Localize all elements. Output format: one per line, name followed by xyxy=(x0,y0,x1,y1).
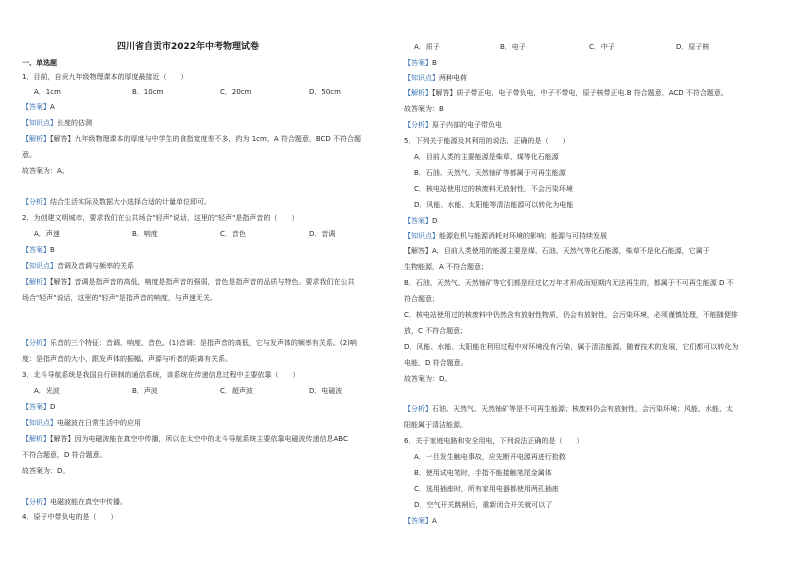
left-column xyxy=(22,0,378,562)
explain-text: 【解答】音调是指声音的高低，响度是指声音的强弱，音色是指声音的品质与特色。要求我们在公共 xyxy=(50,278,355,286)
question-5-explain-line-5: C．核电站使用过的核废料中仍然含有放射性物质，仍会有放射性，会污染环境，必须谨慎处理，不能随便排 xyxy=(404,311,738,319)
analysis-tag: 【分析】 xyxy=(22,498,50,506)
explain-tag: 【解析】 xyxy=(22,278,50,286)
answer-tag: 【答案】 xyxy=(404,59,432,67)
question-5-option-c: C．核电站使用过的核废料无放射性，不会污染环境 xyxy=(414,185,573,193)
answer-tag: 【答案】 xyxy=(22,246,50,254)
question-3-option-b: B．声波 xyxy=(132,387,158,395)
question-3-option-c: C．超声波 xyxy=(220,387,253,395)
question-1-option-d: D．50cm xyxy=(309,88,341,96)
question-4-stem: 4．原子中带负电的是（ ） xyxy=(22,513,118,521)
question-1-answer xyxy=(22,102,55,112)
analysis-text: 石油、天然气、天然铀矿等是不可再生能源；核废料仍会有放射性，会污染环境；风能、水能、太 xyxy=(432,405,733,413)
point-tag: 【知识点】 xyxy=(404,74,439,82)
answer-value: D xyxy=(432,217,438,225)
question-4-analysis xyxy=(404,120,502,130)
question-5-option-b: B．石油、天然气、天然铀矿等都属于可再生能源 xyxy=(414,169,566,177)
question-6-stem: 6．关于家庭电路和安全用电，下列说法正确的是（ ） xyxy=(404,437,584,445)
question-5-explain-line-9: 故答案为：D。 xyxy=(404,375,452,383)
question-6-answer xyxy=(404,516,437,526)
question-1-explain-2: 意。 xyxy=(22,151,36,159)
right-column xyxy=(404,0,760,562)
question-2-stem: 2．为创建文明城市，要求我们在公共场合"轻声"说话，这里的"轻声"是指声音的（ ） xyxy=(22,214,299,222)
point-text: 能源危机与能源消耗对环境的影响；能源与可持续发展 xyxy=(439,232,607,240)
question-2-analysis xyxy=(22,338,357,348)
analysis-tag: 【分析】 xyxy=(404,405,432,413)
question-5-stem: 5．下列关于能源及其利用的说法，正确的是（ ） xyxy=(404,137,570,145)
explain-tag: 【解析】 xyxy=(22,135,50,143)
question-5-explain-line-8: 电能，D 符合题意。 xyxy=(404,359,468,367)
question-2-option-b: B．响度 xyxy=(132,230,158,238)
analysis-text: 电磁波能在真空中传播。 xyxy=(50,498,127,506)
point-tag: 【知识点】 xyxy=(404,232,439,240)
question-2-point xyxy=(22,261,134,271)
question-1-option-c: C．20cm xyxy=(220,88,252,96)
question-2-analysis-2: 度：是指声音的大小，跟发声体的振幅、声源与听者的距离有关系。 xyxy=(22,355,232,363)
question-6-option-d: D．空气开关跳闸后，重新闭合开关就可以了 xyxy=(414,501,553,509)
question-5-explain-line-6: 放，C 不符合题意； xyxy=(404,327,468,335)
question-5-explain-line-1: 【解答】A．目前人类使用的能源主要是煤、石油、天然气等化石能源，柴草不是化石能源，它属于 xyxy=(404,247,710,255)
question-4-explain xyxy=(404,88,728,98)
point-text: 电磁波在日常生活中的应用 xyxy=(57,419,141,427)
question-5-explain-line-2: 生物能源，A 不符合题意； xyxy=(404,263,489,271)
answer-value: B xyxy=(50,246,55,254)
question-3-point xyxy=(22,418,141,428)
question-4-point xyxy=(404,73,467,83)
page-title: 四川省自贡市2022年中考物理试卷 xyxy=(117,42,260,52)
answer-tag: 【答案】 xyxy=(22,403,50,411)
answer-value: A xyxy=(432,517,437,525)
question-4-option-b: B．电子 xyxy=(500,43,526,51)
question-6-option-c: C．选用插座时，所有家用电器都使用两孔插座 xyxy=(414,485,559,493)
question-4-option-d: D．原子核 xyxy=(676,43,710,51)
analysis-text: 原子内部的电子带负电 xyxy=(432,121,502,129)
question-3-explain-2: 不符合题意，D 符合题意。 xyxy=(22,451,107,459)
answer-value: A xyxy=(50,103,55,111)
question-1-conclusion: 故答案为：A。 xyxy=(22,167,69,175)
question-5-answer xyxy=(404,216,437,226)
question-5-explain-line-3: B．石油、天然气、天然铀矿等它们都是经过亿万年才形成而短期内无法再生的，都属于不可再生能源 D 不 xyxy=(404,279,734,287)
question-5-explain-line-4: 符合题意； xyxy=(404,295,439,303)
answer-value: B xyxy=(432,59,437,67)
question-3-conclusion: 故答案为：D。 xyxy=(22,467,70,475)
point-text: 音调及音调与频率的关系 xyxy=(57,262,134,270)
section-heading: 一、单选题 xyxy=(22,59,57,67)
question-2-explain xyxy=(22,277,355,287)
question-4-option-c: C．中子 xyxy=(589,43,615,51)
question-2-option-c: C．音色 xyxy=(220,230,246,238)
analysis-tag: 【分析】 xyxy=(22,198,50,206)
question-5-point xyxy=(404,231,607,241)
answer-value: D xyxy=(50,403,56,411)
question-3-option-a: A．光波 xyxy=(34,387,60,395)
question-1-explain xyxy=(22,134,361,144)
question-4-option-a: A．质子 xyxy=(414,43,440,51)
explain-tag: 【解析】 xyxy=(404,89,432,97)
point-tag: 【知识点】 xyxy=(22,262,57,270)
question-1-analysis xyxy=(22,197,211,207)
question-3-analysis xyxy=(22,497,127,507)
explain-text: 【解答】质子带正电，电子带负电，中子不带电，原子核带正电.B 符合题意，ACD 不符合题意。 xyxy=(432,89,728,97)
question-5-option-d: D．风能、水能、太阳能等清洁能源可以转化为电能 xyxy=(414,201,574,209)
question-3-stem: 3．北斗导航系统是我国自行研制的通信系统，该系统在传递信息过程中主要依靠（ ） xyxy=(22,371,300,379)
question-2-option-d: D．音调 xyxy=(309,230,336,238)
explain-text: 【解答】因为电磁波能在真空中传播，所以在太空中的北斗导航系统主要依靠电磁波传递信息ABC xyxy=(50,435,348,443)
question-4-answer xyxy=(404,58,437,68)
point-tag: 【知识点】 xyxy=(22,419,57,427)
analysis-text: 结合生活实际及数据大小选择合适的计量单位即可。 xyxy=(50,198,211,206)
analysis-tag: 【分析】 xyxy=(404,121,432,129)
question-5-analysis xyxy=(404,404,733,414)
explain-tag: 【解析】 xyxy=(22,435,50,443)
question-4-conclusion: 故答案为：B xyxy=(404,105,444,113)
question-3-option-d: D．电磁波 xyxy=(309,387,343,395)
question-1-option-a: A．1cm xyxy=(34,88,61,96)
question-5-option-a: A．目前人类的主要能源是柴草、煤等化石能源 xyxy=(414,153,559,161)
analysis-tag: 【分析】 xyxy=(22,339,50,347)
question-6-option-a: A．一旦发生触电事故，应先断开电源再进行抢救 xyxy=(414,453,566,461)
question-3-answer xyxy=(22,402,55,412)
analysis-text: 乐音的三个特征：音调、响度、音色。(1)音调：是指声音的高低，它与发声体的频率有关系。(2)响 xyxy=(50,339,357,347)
question-1-option-b: B．10cm xyxy=(132,88,164,96)
question-2-option-a: A．声速 xyxy=(34,230,60,238)
point-tag: 【知识点】 xyxy=(22,119,57,127)
question-1-stem: 1．目前，自贡九年级物理课本的厚度最接近（ ） xyxy=(22,73,188,81)
question-1-point xyxy=(22,118,92,128)
answer-tag: 【答案】 xyxy=(22,103,50,111)
question-2-answer xyxy=(22,245,55,255)
question-6-option-b: B．使用试电笔时，手指不能接触笔尾金属体 xyxy=(414,469,552,477)
question-3-explain xyxy=(22,434,348,444)
question-2-explain-2: 场合"轻声"说话，这里的"轻声"是指声音的响度，与声速无关。 xyxy=(22,294,217,302)
point-text: 两种电荷 xyxy=(439,74,467,82)
question-5-analysis-2: 阳能属于清洁能源。 xyxy=(404,421,467,429)
question-5-explain-line-7: D．风能、水能、太阳能在利用过程中对环境没有污染，属于清洁能源，随着技术的发展，它们都可以转化为 xyxy=(404,343,739,351)
explain-text: 【解答】九年级物理课本的厚度与中学生的食指宽度差不多，约为 1cm，A 符合题意，BCD 不符合题 xyxy=(50,135,362,143)
answer-tag: 【答案】 xyxy=(404,517,432,525)
answer-tag: 【答案】 xyxy=(404,217,432,225)
point-text: 长度的估测 xyxy=(57,119,92,127)
